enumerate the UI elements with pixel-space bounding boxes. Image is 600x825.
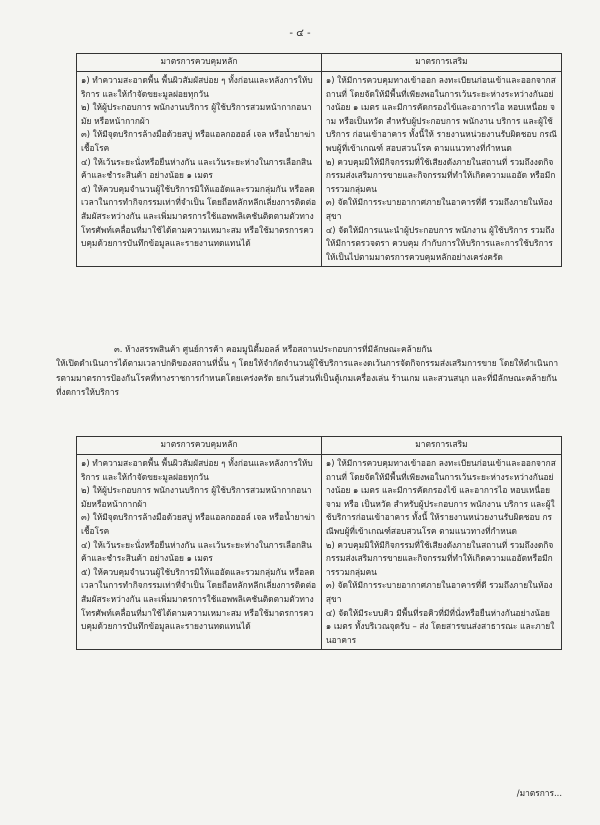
header-main-measures: มาตรการควบคุมหลัก [77, 437, 322, 455]
main-measure-item: ๑) ทำความสะอาดพื้น พื้นผิวสัมผัสบ่อย ๆ ทั้งก่อนและหลังการให้บริการ และให้กำจัดขยะมูลฝอยทุกวัน [81, 75, 313, 99]
measures-table-2 [76, 436, 562, 650]
main-measure-item: ๕) ให้ควบคุมจำนวนผู้ใช้บริการมิให้แออัดและรวมกลุ่มกัน หรือลดเวลาในการทำกิจกรรมเท่าที่จำเป็น โดยถือหลักหลีกเลี่ยงการติดต่อสัมผัสระหว่างกัน และเพิ่มมาตรการใช้แอพพลิเคชันติดตามตัวทางโทรศัพท์เคลื่อนที่มาใช้ได้ตามความเหมาะสม หรือใช้มาตรการควบคุมด้วยการบันทึกข้อมูลและรายงานทดแทนได้ [81, 183, 317, 249]
main-measure-item: ๓) ให้มีจุดบริการล้างมือด้วยสบู่ หรือแอลกอฮอล์ เจล หรือน้ำยาฆ่าเชื้อโรค [81, 129, 316, 153]
header-main-measures: มาตรการควบคุมหลัก [77, 54, 322, 72]
main-measure-item: ๔) ให้เว้นระยะนั่งหรือยืนห่างกัน และเว้นระยะห่างในการเลือกสินค้าและชำระสินค้า อย่างน้อย ๑ เมตร [81, 539, 312, 564]
extra-measure-item: ๔) จัดให้มีการแนะนำผู้ประกอบการ พนักงาน ผู้ใช้บริการ รวมถึงให้มีการตรวจตรา ควบคุม กำกับการให้บริการและการใช้บริการ ให้เป็นไปตามมาตรการควบคุมหลักอย่างเคร่งครัด [325, 224, 555, 262]
main-measure-item: ๒) ให้ผู้ประกอบการ พนักงานบริการ ผู้ใช้บริการสวมหน้ากากอนามัยหรือหน้ากากผ้า [81, 485, 312, 509]
extra-measures-cell [321, 455, 561, 650]
extra-measures-cell [321, 72, 561, 267]
continuation-text: /มาตรการ... [516, 788, 562, 798]
main-measures-cell [77, 455, 322, 650]
extra-measure-item: ๑) ให้มีการควบคุมทางเข้าออก ลงทะเบียนก่อนเข้าและออกจากสถานที่ โดยจัดให้มีพื้นที่เพียงพอในการเว้นระยะห่างระหว่างกันอย่างน้อย ๑ เมตร และมีการคัดกรองไข้และอาการไอ หอบเหนื่อย จาม หรือเป็นหวัด สำหรับผู้ประกอบการ พนักงาน บริการ และผู้ใช้บริการ ก่อนเข้าอาคาร ทั้งนี้ให้ รายงานหน่วยงานรับผิดชอบ กรณีพบผู้ที่เข้าเกณฑ์ สอบสวนโรค ตามแนวทางที่กำหนด [325, 75, 557, 153]
extra-measure-item: ๒) ควบคุมมิให้มีกิจกรรมที่ใช้เสียงดังภายในสถานที่ รวมถึงงดกิจกรรมส่งเสริมการขายและกิจกรรมที่ทำให้เกิดความแออัดหรือมีการรวมกลุ่มคน [325, 539, 554, 577]
main-measure-item: ๕) ให้ควบคุมจำนวนผู้ใช้บริการมิให้แออัดและรวมกลุ่มกัน หรือลดเวลาในการทำกิจกรรมเท่าที่จำเป็น โดยถือหลักหลีกเลี่ยงการติดต่อสัมผัสระหว่างกัน และเพิ่มมาตรการใช้แอพพลิเคชันติดตามตัวทางโทรศัพท์เคลื่อนที่มาใช้ได้ตามความเหมาะสม หรือใช้มาตรการควบคุมด้วยการบันทึกข้อมูลและรายงานทดแทนได้ [81, 566, 317, 632]
section-3-body: ให้เปิดดำเนินการได้ตามเวลาปกติของสถานที่นั้น ๆ โดยให้จำกัดจำนวนผู้ใช้บริการและงดเว้นการจัดกิจกรรมส่งเสริมการขาย โดยให้ดำเนินการตามมาตรการป้องกันโรคที่ทางราชการกำหนดโดยเคร่งครัด ยกเว้นส่วนที่เป็นตู้เกมเครื่องเล่น ร้านเกม และสวนสนุก และที่มีลักษณะคล้ายกัน ที่งดการให้บริการ [56, 358, 559, 397]
main-measure-item: ๔) ให้เว้นระยะนั่งหรือยืนห่างกัน และเว้นระยะห่างในการเลือกสินค้าและชำระสินค้า อย่างน้อย ๑ เมตร [81, 156, 312, 181]
main-measure-item: ๑) ทำความสะอาดพื้น พื้นผิวสัมผัสบ่อย ๆ ทั้งก่อนและหลังการให้บริการ และให้กำจัดขยะมูลฝอยทุกวัน [81, 458, 313, 482]
extra-measure-item: ๒) ควบคุมมิให้มีกิจกรรมที่ใช้เสียงดังภายในสถานที่ รวมถึงงดกิจกรรมส่งเสริมการขายและกิจกรรมที่ทำให้เกิดความแออัด หรือมีการรวมกลุ่มคน [325, 156, 556, 194]
extra-measure-item: ๓) จัดให้มีการระบายอากาศภายในอาคารที่ดี รวมถึงภายในห้องสุขา [325, 197, 553, 221]
extra-measure-item: ๓) จัดให้มีการระบายอากาศภายในอาคารที่ดี รวมถึงภายในห้องสุขา [325, 580, 553, 604]
header-extra-measures: มาตรการเสริม [321, 437, 561, 455]
section-3-heading: ๓. ห้างสรรพสินค้า ศูนย์การค้า คอมมูนิตี้มอลล์ หรือสถานประกอบการที่มีลักษณะคล้ายกัน [114, 344, 433, 354]
extra-measure-item: ๑) ให้มีการควบคุมทางเข้าออก ลงทะเบียนก่อนเข้าและออกจากสถานที่ โดยจัดให้มีพื้นที่เพียงพอในการเว้นระยะห่างระหว่างกันอย่างน้อย ๑ เมตร และมีการคัดกรองไข้ และอาการไอ หอบเหนื่อย จาม หรือ เป็นหวัด สำหรับผู้ประกอบการ พนักงาน บริการ และผู้ใช้บริการก่อนเข้าอาคาร ทั้งนี้ ให้รายงานหน่วยงานรับผิดชอบ กรณีพบผู้ที่เข้าเกณฑ์สอบสวนโรค ตามแนวทางที่กำหนด [325, 458, 556, 536]
main-measures-cell [77, 72, 322, 267]
extra-measure-item: ๔) จัดให้มีระบบคิว มีพื้นที่รอคิวที่มีที่นั่งหรือยืนห่างกันอย่างน้อย ๑ เมตร ทั้งบริเวณจุดรับ – ส่ง โดยสารขนส่งสาธารณะ และภายในอาคาร [325, 607, 555, 645]
page-number: - ๔ - [289, 28, 311, 39]
main-measure-item: ๓) ให้มีจุดบริการล้างมือด้วยสบู่ หรือแอลกอฮอล์ เจล หรือน้ำยาฆ่าเชื้อโรค [81, 512, 316, 536]
header-extra-measures: มาตรการเสริม [321, 54, 561, 72]
section-3-paragraph [56, 342, 562, 399]
measures-table-1 [76, 53, 562, 267]
main-measure-item: ๒) ให้ผู้ประกอบการ พนักงานบริการ ผู้ใช้บริการสวมหน้ากากอนามัย หรือหน้ากากผ้า [81, 102, 312, 126]
